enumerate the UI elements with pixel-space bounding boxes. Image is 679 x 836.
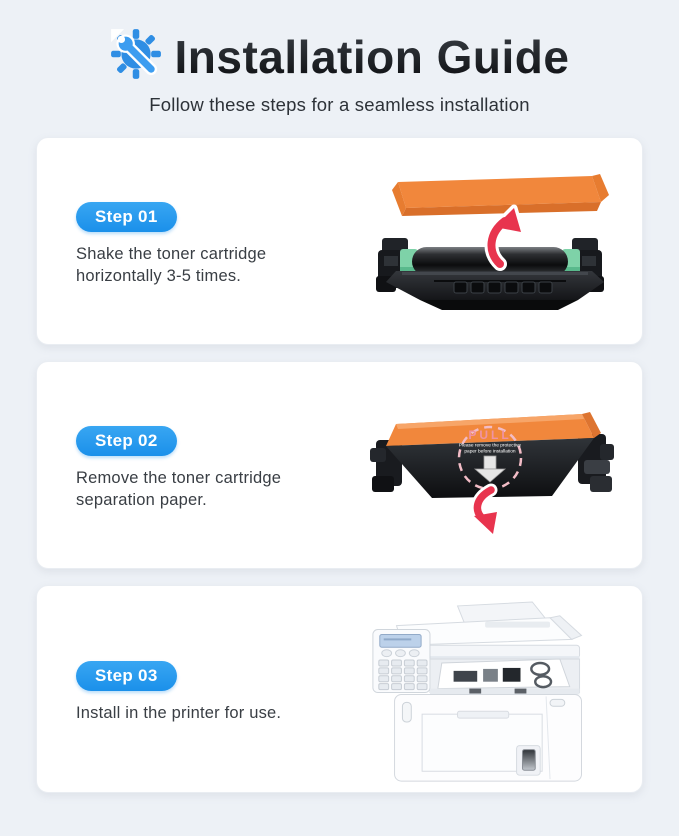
page-title: Installation Guide [174,30,570,83]
step-3-description: Install in the printer for use. [76,704,282,723]
step-1-badge: Step 01 [76,202,177,232]
toner-pull-tape-image [354,390,626,540]
step-card-2 [36,361,643,569]
step-2-description: Remove the toner cartridge separation paper. [76,469,282,509]
control-panel [372,630,429,693]
header [0,0,679,116]
step-1-description: Shake the toner cartridge horizontally 3-5 times. [76,245,267,285]
laser-printer-image [367,598,613,790]
pull-label: PULL [467,428,512,442]
step-card-1 [36,137,643,345]
page-subtitle: Follow these steps for a seamless installation [149,94,530,115]
step-card-3 [36,585,643,793]
step-3-illustration [337,598,642,790]
cartridge-body [386,271,604,310]
printer-body [394,694,581,781]
gear-wrench-icon [110,28,162,85]
step-2-illustration [337,390,642,540]
step-1-text [37,202,337,288]
step-2-text [37,426,337,512]
toner-drum-image [354,166,626,316]
pull-note-line2: paper before installation [463,449,516,455]
step-2-badge: Step 02 [76,426,177,456]
output-tray [429,659,579,694]
pull-note-line1: Please remove the protective [458,443,521,449]
orange-cover-strip [392,174,609,216]
down-arrow-shaft [484,456,496,469]
lcd-screen [379,634,420,647]
step-3-text [37,661,337,725]
tray-handle [522,750,535,771]
steps-list [0,116,679,793]
step-1-illustration [337,166,642,316]
step-3-badge: Step 03 [76,661,177,691]
title-row [0,28,679,85]
power-button [550,699,565,706]
